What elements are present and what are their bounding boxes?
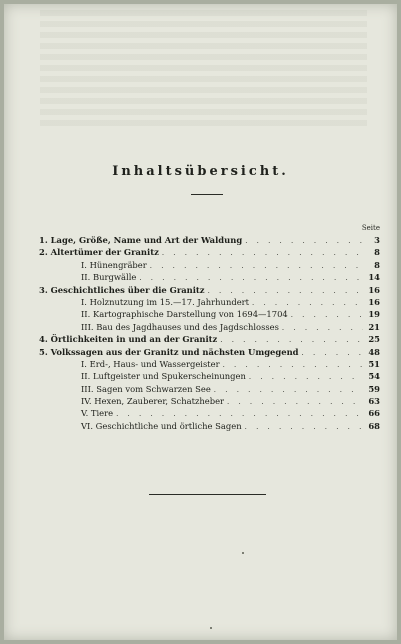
- toc-entry: [39, 395, 380, 407]
- toc-entry: [39, 296, 380, 308]
- dot-leader: [150, 260, 363, 272]
- toc-entry-label: VI. Geschichtliche und örtliche Sagen: [81, 420, 242, 431]
- dot-leader: [249, 371, 363, 383]
- toc-entry: [39, 246, 380, 258]
- toc-entry-page: 54: [368, 371, 380, 382]
- toc-entry: [39, 407, 380, 419]
- toc-entry-label: 5. Volkssagen aus der Granitz und nächsten Umgegend: [39, 346, 299, 357]
- toc-entry-label: I. Erd-, Haus- und Wassergeister: [81, 358, 220, 369]
- toc-entry-label: II. Luftgeister und Spukerscheinungen: [81, 371, 246, 382]
- dot-leader: [227, 396, 363, 408]
- toc-entry-page: 8: [374, 259, 380, 270]
- bleed-through-text: [40, 10, 367, 128]
- toc-entry-page: 21: [368, 321, 380, 332]
- page-column-label: Seite: [361, 224, 380, 232]
- toc-entry-label: 3. Geschichtliches über die Granitz: [39, 284, 205, 295]
- toc-entry-page: 59: [368, 383, 380, 394]
- book-page: [4, 4, 397, 640]
- toc-entry-page: 16: [368, 284, 380, 295]
- toc-entry: [39, 383, 380, 395]
- toc-entry-label: IV. Hexen, Zauberer, Schatzheber: [81, 396, 225, 407]
- toc-entries: [39, 234, 380, 432]
- toc-entry: [39, 333, 380, 345]
- toc-entry: [39, 370, 380, 382]
- toc-entry-label: 1. Lage, Größe, Name und Art der Waldung: [39, 235, 243, 245]
- toc-entry: [39, 234, 380, 246]
- toc-entry-label: I. Holznutzung im 15.—17. Jahrhundert: [81, 296, 250, 307]
- dot-leader: [291, 309, 363, 321]
- toc-entry: [39, 358, 380, 370]
- toc-entry: [39, 346, 380, 358]
- toc-entry: [39, 420, 380, 432]
- speck: [210, 627, 212, 629]
- toc-entry-page: 14: [368, 272, 380, 283]
- toc-entry: [39, 284, 380, 296]
- toc-entry-label: 2. Altertümer der Granitz: [39, 247, 159, 258]
- toc-entry-label: I. Hünengräber: [81, 259, 147, 270]
- table-of-contents: [39, 223, 380, 432]
- toc-entry-label: II. Kartographische Darstellung von 1694—1704: [81, 309, 288, 320]
- dot-leader: [302, 347, 363, 359]
- toc-entry-page: 48: [368, 346, 380, 357]
- toc-entry-page: 68: [368, 420, 380, 431]
- toc-entry-label: II. Burgwälle: [81, 272, 137, 283]
- bottom-divider: [149, 494, 266, 495]
- toc-entry-label: V. Tiere: [81, 408, 114, 419]
- page-title: Inhaltsübersicht.: [112, 164, 289, 179]
- toc-entry-label: 4. Örtlichkeiten in und an der Granitz: [39, 334, 218, 345]
- title-divider: [191, 194, 223, 195]
- toc-entry-label: III. Sagen vom Schwarzen See: [81, 383, 211, 394]
- toc-entry-page: 25: [368, 334, 380, 345]
- dot-leader: [245, 235, 363, 247]
- toc-entry-page: 19: [368, 309, 380, 320]
- toc-entry: [39, 308, 380, 320]
- dot-leader: [214, 384, 363, 396]
- toc-entry-label: III. Bau des Jagdhauses und des Jagdschlosses: [81, 321, 279, 332]
- toc-entry: [39, 271, 380, 283]
- toc-entry-page: 51: [368, 358, 380, 369]
- toc-entry: [39, 321, 380, 333]
- dot-leader: [245, 421, 363, 433]
- speck: [242, 552, 244, 554]
- toc-entry-page: 16: [368, 296, 380, 307]
- toc-entry-page: 3: [374, 235, 380, 245]
- toc-entry-page: 63: [368, 396, 380, 407]
- toc-entry: [39, 259, 380, 271]
- toc-entry-page: 66: [368, 408, 380, 419]
- dot-leader: [162, 247, 363, 259]
- dot-leader: [282, 322, 363, 334]
- toc-entry-page: 8: [374, 247, 380, 258]
